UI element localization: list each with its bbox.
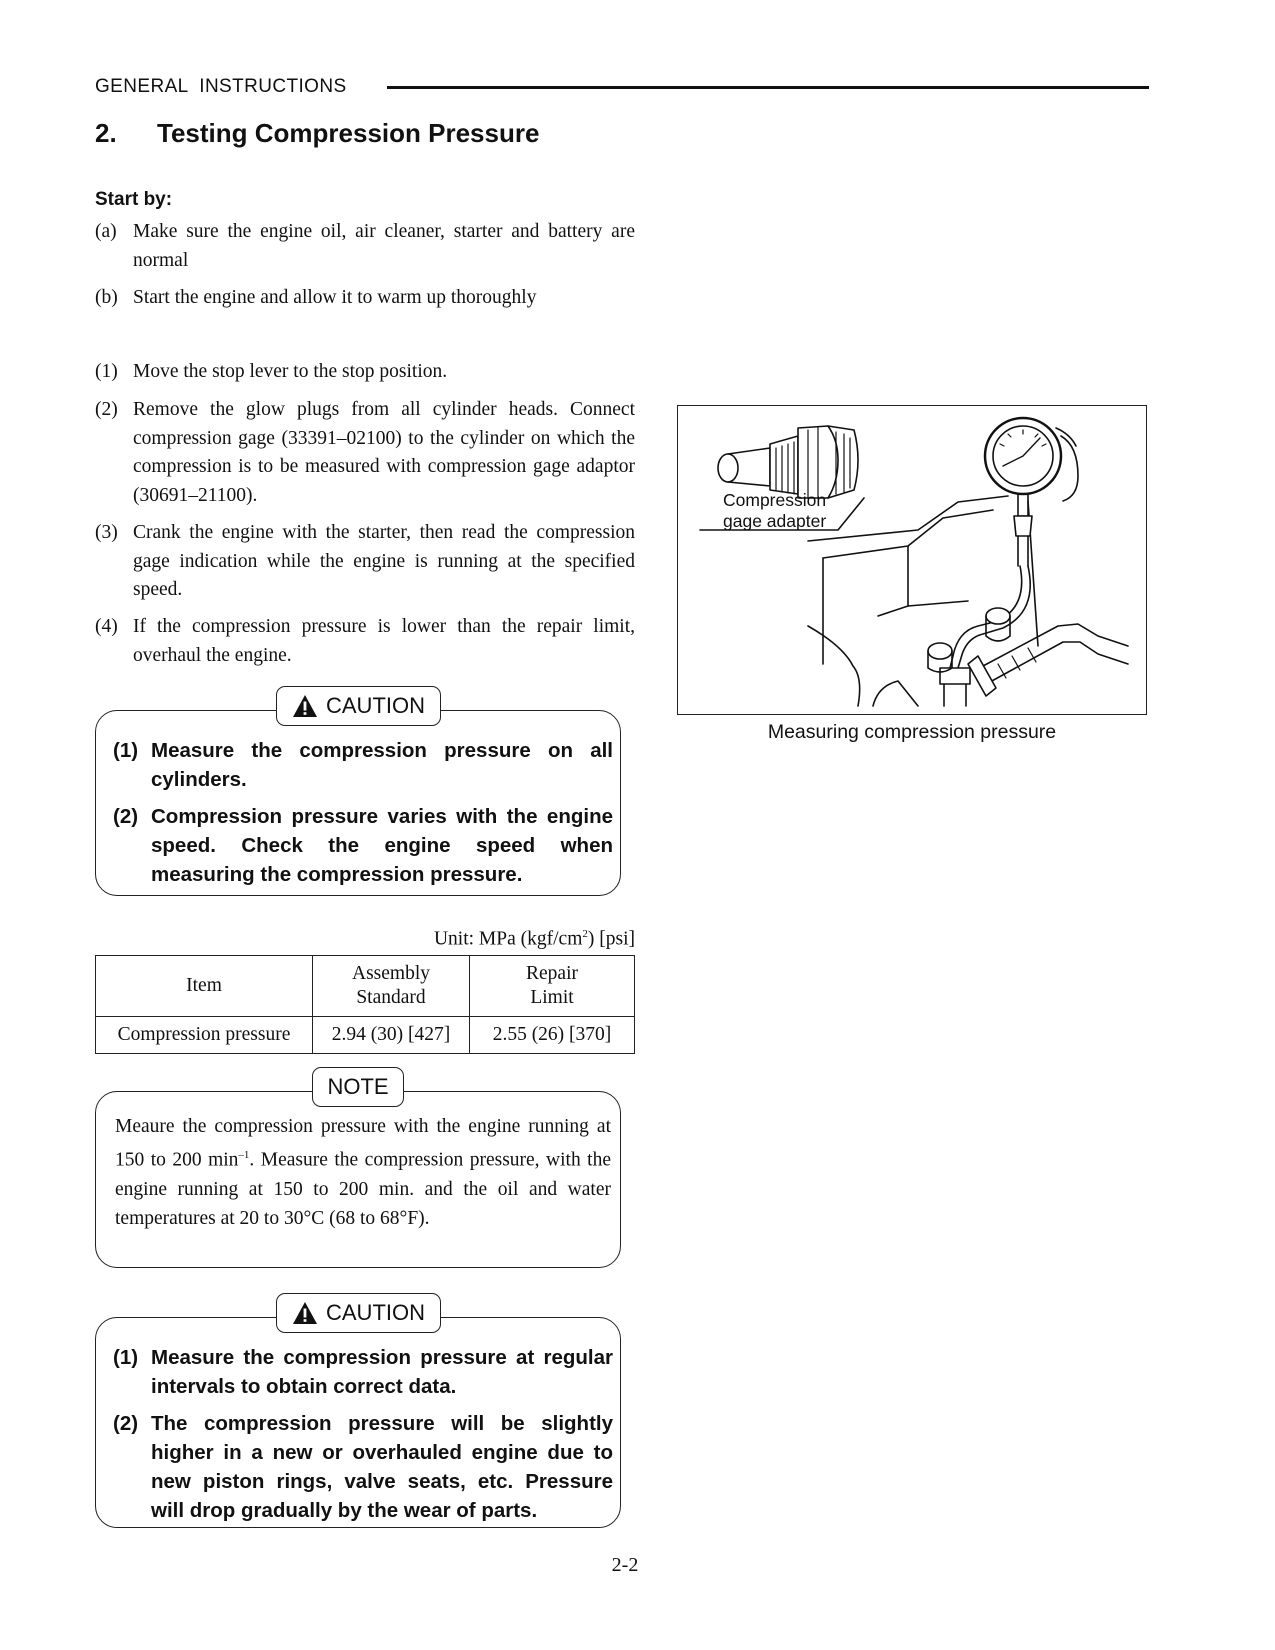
cell-assembly-standard: 2.94 (30) [427] — [313, 1017, 470, 1054]
step-item: (2) Remove the glow plugs from all cylinder heads. Connect compression gage (33391–02100) to the cylinder on which the compression is to be measured with compression gage adaptor (30691–21100). — [95, 399, 635, 506]
start-by-item: (b) Start the engine and allow it to warm up thoroughly — [95, 287, 537, 308]
section-title: Testing Compression Pressure — [157, 118, 540, 148]
spec-table — [95, 955, 635, 1054]
figure-box — [677, 405, 1147, 715]
caution-label: CAUTION — [326, 1300, 425, 1325]
section-label: GENERAL INSTRUCTIONS — [95, 76, 347, 97]
caution-box — [95, 1317, 621, 1528]
warning-icon — [292, 694, 318, 718]
caution-tag — [276, 1293, 441, 1333]
table-header-row — [96, 956, 635, 1017]
step-item: (4) If the compression pressure is lower than the repair limit, overhaul the engine. — [95, 616, 635, 666]
note-box — [95, 1091, 621, 1268]
caution-item: (2) The compression pressure will be slightly higher in a new or overhauled engine due to new piston rings, valve seats, etc. Pressure will drop gradually by the wear of parts. — [113, 1412, 613, 1522]
column-header-assembly-standard: Assembly Standard — [313, 956, 470, 1017]
cell-repair-limit: 2.55 (26) [370] — [470, 1017, 635, 1054]
warning-icon — [292, 1301, 318, 1325]
compression-gage-illustration — [678, 406, 1146, 714]
page-title — [95, 118, 539, 149]
column-header-item: Item — [96, 956, 313, 1017]
figure-caption: Measuring compression pressure — [767, 721, 1057, 743]
caution-item: (2) Compression pressure varies with the engine speed. Check the engine speed when measuring the compression pressure. — [113, 805, 613, 886]
unit-label: Unit: MPa $(kgf/cm^2)$ [psi] — [433, 928, 635, 950]
header-rule — [387, 86, 1149, 89]
start-by-item: (a) Make sure the engine oil, air cleaner, starter and battery are normal — [95, 221, 635, 271]
column-header-repair-limit: Repair Limit — [470, 956, 635, 1017]
page-header — [95, 76, 1150, 100]
caution-item: (1) Measure the compression pressure at regular intervals to obtain correct data. — [113, 1346, 613, 1398]
page-number: 2-2 — [611, 1554, 639, 1576]
step-item: (3) Crank the engine with the starter, then read the compression gage indication while the engine is running at the specified speed. — [95, 522, 635, 600]
start-by-heading: Start by: — [95, 189, 173, 210]
note-label: NOTE — [327, 1074, 389, 1099]
note-tag — [312, 1067, 404, 1107]
caution-tag — [276, 686, 441, 726]
caution-label: CAUTION — [326, 693, 425, 718]
cell-item: Compression pressure — [96, 1017, 313, 1054]
note-text: Meaure the compression pressure with the engine running at 150 to 200 $\min^{-1}$. Measure the compression pressure, with the engine running at 150 to 200 min. and the oil and water temperatures at 20 to 30°C (68 to 68°F). — [115, 1116, 611, 1229]
caution-item: (1) Measure the compression pressure on all cylinders. — [113, 739, 613, 791]
section-number: 2. — [95, 118, 117, 148]
figure-label: Compression gage adapter — [723, 490, 827, 531]
caution-box — [95, 710, 621, 896]
step-item: (1) Move the stop lever to the stop position. — [95, 361, 448, 382]
table-row — [96, 1017, 635, 1054]
